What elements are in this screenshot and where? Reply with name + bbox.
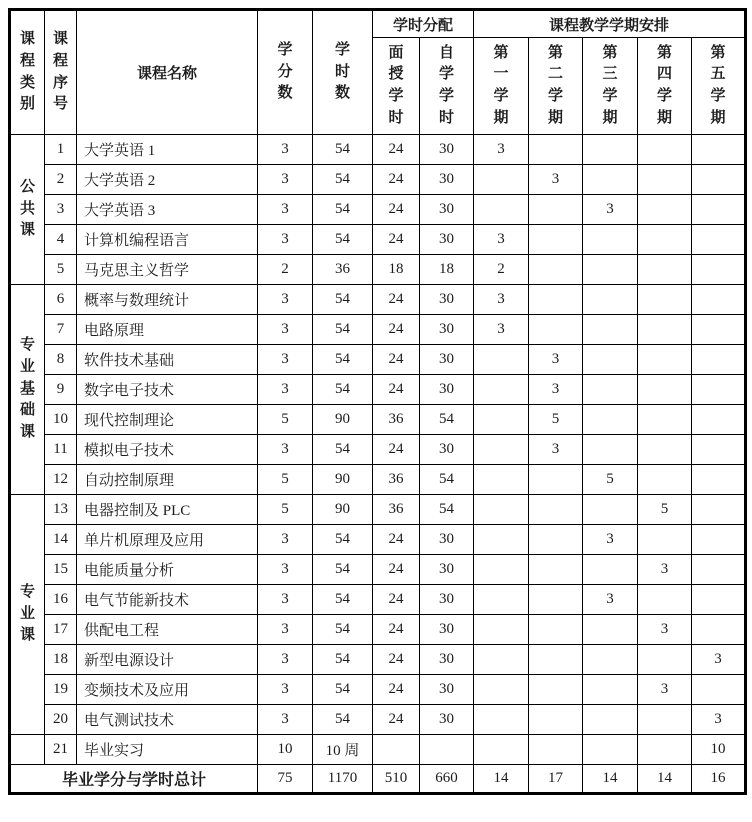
course-no-cell: 3: [45, 195, 77, 225]
self-hours-cell: 30: [420, 345, 474, 375]
table-row: [10, 495, 746, 525]
semester-4-cell: [638, 645, 692, 675]
course-no-cell: 8: [45, 345, 77, 375]
semester-5-cell: [692, 315, 746, 345]
semester-3-cell: [583, 375, 638, 405]
semester-2-cell: [529, 585, 583, 615]
course-no-cell: 2: [45, 165, 77, 195]
table-row: [10, 585, 746, 615]
credits-cell: 5: [258, 495, 313, 525]
hours-cell: 54: [313, 705, 373, 735]
semester-4-cell: [638, 225, 692, 255]
course-name-cell: 电气测试技术: [77, 705, 258, 735]
face-hours-cell: 18: [373, 255, 420, 285]
semester-4-cell: 3: [638, 675, 692, 705]
semester-3-cell: [583, 435, 638, 465]
semester-2-cell: [529, 315, 583, 345]
semester-1-cell: 2: [474, 255, 529, 285]
semester-2-cell: [529, 195, 583, 225]
table-row: [10, 195, 746, 225]
course-name-cell: 大学英语 2: [77, 165, 258, 195]
table-row: [10, 555, 746, 585]
face-hours-cell: 24: [373, 675, 420, 705]
course-name-cell: 概率与数理统计: [77, 285, 258, 315]
self-hours-cell: 54: [420, 495, 474, 525]
credits-cell: 10: [258, 735, 313, 765]
semester-1-cell: [474, 525, 529, 555]
face-hours-cell: 24: [373, 285, 420, 315]
semester-5-cell: [692, 225, 746, 255]
face-hours-cell: 24: [373, 375, 420, 405]
total-row: [10, 765, 746, 794]
hours-cell: 54: [313, 345, 373, 375]
semester-4-cell: [638, 435, 692, 465]
header-course-number: 课程序号: [45, 10, 77, 135]
course-no-cell: 1: [45, 135, 77, 165]
semester-1-cell: [474, 705, 529, 735]
credits-cell: 3: [258, 165, 313, 195]
self-hours-cell: 30: [420, 525, 474, 555]
course-no-cell: 21: [45, 735, 77, 765]
header-total-hours: 学时数: [313, 10, 373, 135]
table-row: [10, 135, 746, 165]
semester-2-cell: 3: [529, 375, 583, 405]
self-hours-cell: 18: [420, 255, 474, 285]
self-hours-cell: 30: [420, 705, 474, 735]
table-row: [10, 525, 746, 555]
face-hours-cell: 24: [373, 315, 420, 345]
semester-1-cell: [474, 195, 529, 225]
semester-4-cell: [638, 285, 692, 315]
credits-cell: 3: [258, 675, 313, 705]
semester-2-cell: [529, 225, 583, 255]
course-no-cell: 5: [45, 255, 77, 285]
semester-4-cell: [638, 345, 692, 375]
table-row: [10, 225, 746, 255]
semester-5-cell: [692, 285, 746, 315]
self-hours-cell: 54: [420, 405, 474, 435]
semester-2-cell: [529, 615, 583, 645]
semester-4-cell: [638, 135, 692, 165]
self-hours-cell: 30: [420, 195, 474, 225]
self-hours-cell: 30: [420, 135, 474, 165]
header-self-study-hours: 自学学时: [420, 38, 474, 135]
semester-3-cell: 3: [583, 525, 638, 555]
face-hours-cell: 24: [373, 165, 420, 195]
semester-1-cell: [474, 645, 529, 675]
course-no-cell: 15: [45, 555, 77, 585]
semester-5-cell: 3: [692, 705, 746, 735]
self-hours-cell: 30: [420, 285, 474, 315]
semester-1-cell: [474, 615, 529, 645]
semester-3-cell: [583, 405, 638, 435]
semester-2-cell: 3: [529, 345, 583, 375]
table-row: [10, 255, 746, 285]
header-group-semester-arrangement: 课程教学学期安排: [474, 10, 746, 38]
semester-1-cell: [474, 345, 529, 375]
semester-1-cell: [474, 675, 529, 705]
semester-3-cell: [583, 675, 638, 705]
semester-2-cell: [529, 255, 583, 285]
semester-5-cell: 10: [692, 735, 746, 765]
self-hours-cell: 30: [420, 645, 474, 675]
table-row: [10, 675, 746, 705]
hours-cell: 54: [313, 525, 373, 555]
semester-5-cell: [692, 405, 746, 435]
hours-cell: 54: [313, 315, 373, 345]
semester-2-cell: [529, 705, 583, 735]
semester-3-cell: [583, 735, 638, 765]
hours-cell: 90: [313, 465, 373, 495]
semester-1-cell: 3: [474, 315, 529, 345]
semester-3-cell: [583, 315, 638, 345]
semester-2-cell: 3: [529, 165, 583, 195]
semester-4-cell: [638, 255, 692, 285]
header-row-groups: [10, 10, 746, 38]
credits-cell: 3: [258, 195, 313, 225]
semester-4-cell: [638, 735, 692, 765]
table-row: [10, 465, 746, 495]
course-name-cell: 单片机原理及应用: [77, 525, 258, 555]
semester-5-cell: [692, 375, 746, 405]
face-hours-cell: 24: [373, 525, 420, 555]
face-hours-cell: 24: [373, 135, 420, 165]
course-name-cell: 自动控制原理: [77, 465, 258, 495]
semester-3-cell: [583, 645, 638, 675]
semester-1-cell: [474, 495, 529, 525]
semester-1-cell: [474, 405, 529, 435]
course-no-cell: 6: [45, 285, 77, 315]
header-group-hour-allocation: 学时分配: [373, 10, 474, 38]
course-no-cell: 17: [45, 615, 77, 645]
table-row: [10, 735, 746, 765]
course-name-cell: 数字电子技术: [77, 375, 258, 405]
hours-cell: 54: [313, 195, 373, 225]
semester-5-cell: [692, 135, 746, 165]
course-no-cell: 12: [45, 465, 77, 495]
total-hours-cell: 1170: [313, 765, 373, 794]
course-name-cell: 变频技术及应用: [77, 675, 258, 705]
hours-cell: 54: [313, 645, 373, 675]
face-hours-cell: 36: [373, 405, 420, 435]
face-hours-cell: 24: [373, 705, 420, 735]
hours-cell: 10 周: [313, 735, 373, 765]
hours-cell: 54: [313, 135, 373, 165]
semester-5-cell: [692, 585, 746, 615]
total-face-hours-cell: 510: [373, 765, 420, 794]
semester-5-cell: [692, 255, 746, 285]
semester-2-cell: [529, 465, 583, 495]
semester-4-cell: [638, 705, 692, 735]
total-semester-3-cell: 14: [583, 765, 638, 794]
credits-cell: 3: [258, 285, 313, 315]
semester-5-cell: 3: [692, 645, 746, 675]
category-label: 专业基础课: [19, 337, 35, 441]
credits-cell: 3: [258, 615, 313, 645]
hours-cell: 54: [313, 555, 373, 585]
header-semester-3: 第三学期: [583, 38, 638, 135]
semester-3-cell: [583, 495, 638, 525]
course-name-cell: 马克思主义哲学: [77, 255, 258, 285]
semester-5-cell: [692, 495, 746, 525]
course-no-cell: 11: [45, 435, 77, 465]
semester-5-cell: [692, 195, 746, 225]
credits-cell: 3: [258, 705, 313, 735]
semester-4-cell: [638, 465, 692, 495]
course-name-cell: 新型电源设计: [77, 645, 258, 675]
semester-3-cell: 3: [583, 585, 638, 615]
face-hours-cell: 24: [373, 225, 420, 255]
semester-1-cell: 3: [474, 135, 529, 165]
course-name-cell: 供配电工程: [77, 615, 258, 645]
semester-2-cell: 5: [529, 405, 583, 435]
self-hours-cell: [420, 735, 474, 765]
semester-5-cell: [692, 555, 746, 585]
semester-2-cell: [529, 525, 583, 555]
table-row: [10, 405, 746, 435]
face-hours-cell: 24: [373, 555, 420, 585]
semester-3-cell: [583, 165, 638, 195]
self-hours-cell: 30: [420, 615, 474, 645]
face-hours-cell: 24: [373, 435, 420, 465]
semester-4-cell: [638, 405, 692, 435]
semester-1-cell: [474, 735, 529, 765]
header-face-to-face-hours: 面授学时: [373, 38, 420, 135]
semester-5-cell: [692, 675, 746, 705]
total-credits-cell: 75: [258, 765, 313, 794]
hours-cell: 90: [313, 405, 373, 435]
course-plan-table: [8, 8, 747, 795]
semester-5-cell: [692, 165, 746, 195]
credits-cell: 3: [258, 375, 313, 405]
hours-cell: 54: [313, 375, 373, 405]
semester-1-cell: [474, 165, 529, 195]
hours-cell: 36: [313, 255, 373, 285]
course-no-cell: 14: [45, 525, 77, 555]
semester-3-cell: [583, 135, 638, 165]
header-semester-5: 第五学期: [692, 38, 746, 135]
hours-cell: 90: [313, 495, 373, 525]
credits-cell: 3: [258, 555, 313, 585]
face-hours-cell: [373, 735, 420, 765]
semester-3-cell: [583, 225, 638, 255]
course-name-cell: 电能质量分析: [77, 555, 258, 585]
face-hours-cell: 24: [373, 585, 420, 615]
semester-1-cell: 3: [474, 225, 529, 255]
self-hours-cell: 30: [420, 225, 474, 255]
header-semester-2: 第二学期: [529, 38, 583, 135]
course-no-cell: 10: [45, 405, 77, 435]
table-row: [10, 435, 746, 465]
course-no-cell: 13: [45, 495, 77, 525]
self-hours-cell: 30: [420, 375, 474, 405]
course-no-cell: 20: [45, 705, 77, 735]
credits-cell: 3: [258, 525, 313, 555]
semester-2-cell: [529, 645, 583, 675]
course-no-cell: 18: [45, 645, 77, 675]
self-hours-cell: 30: [420, 675, 474, 705]
hours-cell: 54: [313, 675, 373, 705]
header-semester-1: 第一学期: [474, 38, 529, 135]
semester-4-cell: 5: [638, 495, 692, 525]
course-name-cell: 电路原理: [77, 315, 258, 345]
hours-cell: 54: [313, 165, 373, 195]
semester-2-cell: [529, 285, 583, 315]
credits-cell: 3: [258, 585, 313, 615]
semester-4-cell: [638, 375, 692, 405]
course-no-cell: 9: [45, 375, 77, 405]
hours-cell: 54: [313, 285, 373, 315]
self-hours-cell: 54: [420, 465, 474, 495]
credits-cell: 3: [258, 225, 313, 255]
semester-1-cell: [474, 465, 529, 495]
table-row: [10, 705, 746, 735]
self-hours-cell: 30: [420, 555, 474, 585]
credits-cell: 2: [258, 255, 313, 285]
header-semester-4: 第四学期: [638, 38, 692, 135]
course-name-cell: 毕业实习: [77, 735, 258, 765]
course-name-cell: 现代控制理论: [77, 405, 258, 435]
table-row: [10, 345, 746, 375]
course-name-cell: 电器控制及 PLC: [77, 495, 258, 525]
semester-1-cell: [474, 555, 529, 585]
semester-2-cell: [529, 555, 583, 585]
semester-4-cell: 3: [638, 615, 692, 645]
semester-4-cell: [638, 525, 692, 555]
semester-3-cell: 3: [583, 195, 638, 225]
credits-cell: 3: [258, 645, 313, 675]
semester-3-cell: 5: [583, 465, 638, 495]
credits-cell: 3: [258, 315, 313, 345]
total-self-hours-cell: 660: [420, 765, 474, 794]
face-hours-cell: 24: [373, 195, 420, 225]
total-semester-4-cell: 14: [638, 765, 692, 794]
semester-3-cell: [583, 555, 638, 585]
semester-1-cell: [474, 585, 529, 615]
course-name-cell: 电气节能新技术: [77, 585, 258, 615]
table-row: [10, 315, 746, 345]
course-no-cell: 4: [45, 225, 77, 255]
self-hours-cell: 30: [420, 585, 474, 615]
total-semester-1-cell: 14: [474, 765, 529, 794]
semester-5-cell: [692, 615, 746, 645]
semester-2-cell: [529, 135, 583, 165]
face-hours-cell: 36: [373, 465, 420, 495]
hours-cell: 54: [313, 435, 373, 465]
table-row: [10, 645, 746, 675]
semester-4-cell: [638, 165, 692, 195]
semester-3-cell: [583, 285, 638, 315]
semester-5-cell: [692, 525, 746, 555]
course-name-cell: 软件技术基础: [77, 345, 258, 375]
category-label: 专业课: [19, 583, 35, 644]
total-label-cell: 毕业学分与学时总计: [10, 765, 258, 794]
semester-4-cell: 3: [638, 555, 692, 585]
semester-3-cell: [583, 255, 638, 285]
semester-2-cell: 3: [529, 435, 583, 465]
semester-3-cell: [583, 615, 638, 645]
self-hours-cell: 30: [420, 315, 474, 345]
header-course-category: 课程类别: [10, 10, 45, 135]
semester-4-cell: [638, 195, 692, 225]
face-hours-cell: 24: [373, 645, 420, 675]
total-semester-5-cell: 16: [692, 765, 746, 794]
semester-1-cell: [474, 435, 529, 465]
credits-cell: 3: [258, 135, 313, 165]
semester-3-cell: [583, 345, 638, 375]
credits-cell: 3: [258, 345, 313, 375]
credits-cell: 5: [258, 405, 313, 435]
semester-4-cell: [638, 315, 692, 345]
course-name-cell: 大学英语 3: [77, 195, 258, 225]
semester-2-cell: [529, 735, 583, 765]
course-no-cell: 16: [45, 585, 77, 615]
face-hours-cell: 24: [373, 615, 420, 645]
hours-cell: 54: [313, 615, 373, 645]
credits-cell: 5: [258, 465, 313, 495]
header-credits: 学分数: [258, 10, 313, 135]
table-row: [10, 615, 746, 645]
semester-2-cell: [529, 675, 583, 705]
face-hours-cell: 36: [373, 495, 420, 525]
course-name-cell: 模拟电子技术: [77, 435, 258, 465]
self-hours-cell: 30: [420, 435, 474, 465]
self-hours-cell: 30: [420, 165, 474, 195]
course-name-cell: 计算机编程语言: [77, 225, 258, 255]
category-cell: [10, 495, 45, 735]
semester-1-cell: 3: [474, 285, 529, 315]
semester-3-cell: [583, 705, 638, 735]
category-cell: [10, 285, 45, 495]
course-name-cell: 大学英语 1: [77, 135, 258, 165]
table-row: [10, 375, 746, 405]
category-cell: [10, 135, 45, 285]
total-semester-2-cell: 17: [529, 765, 583, 794]
face-hours-cell: 24: [373, 345, 420, 375]
semester-5-cell: [692, 435, 746, 465]
semester-5-cell: [692, 465, 746, 495]
category-cell: [10, 735, 45, 765]
semester-2-cell: [529, 495, 583, 525]
course-no-cell: 7: [45, 315, 77, 345]
semester-1-cell: [474, 375, 529, 405]
hours-cell: 54: [313, 585, 373, 615]
semester-5-cell: [692, 345, 746, 375]
course-table-body: [10, 135, 746, 794]
hours-cell: 54: [313, 225, 373, 255]
header-course-name: 课程名称: [77, 10, 258, 135]
credits-cell: 3: [258, 435, 313, 465]
semester-4-cell: [638, 585, 692, 615]
course-no-cell: 19: [45, 675, 77, 705]
table-row: [10, 285, 746, 315]
table-row: [10, 165, 746, 195]
category-label: 公共课: [19, 178, 35, 239]
